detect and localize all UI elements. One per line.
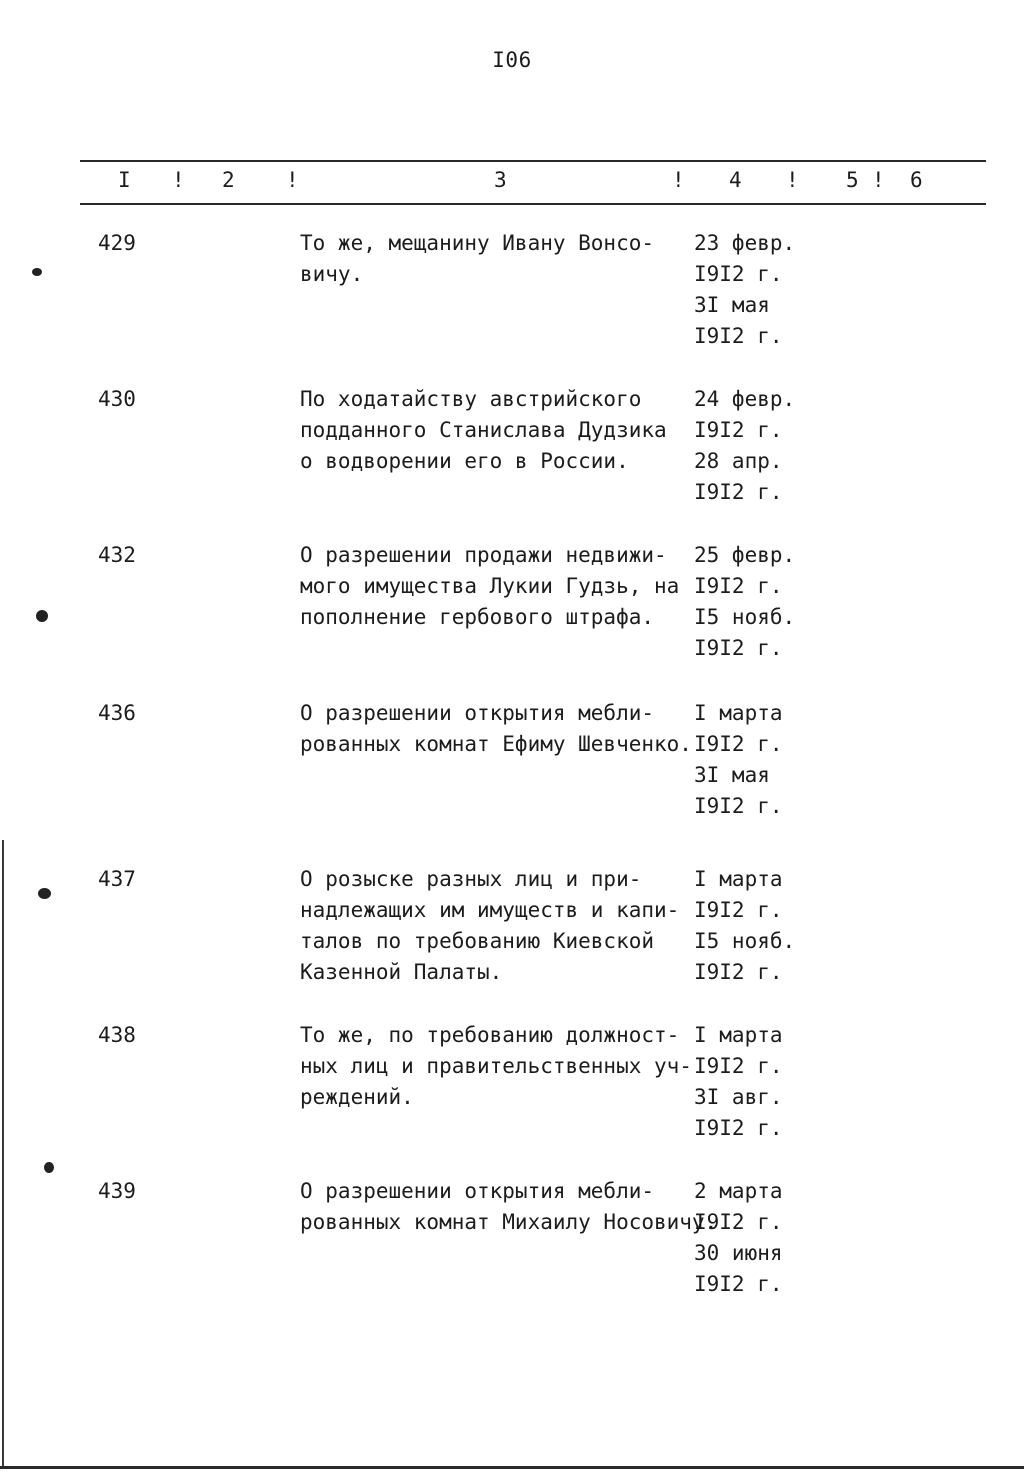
description-line: пополнение гербового штрафа. — [300, 605, 655, 629]
header-separator: ! — [786, 168, 799, 192]
record-description — [300, 384, 667, 477]
description-line: рованных комнат Михаилу Носовичу. — [300, 1210, 718, 1234]
header-separator: ! — [672, 168, 685, 192]
description-line: То же, мещанину Ивану Вонсо- — [300, 231, 655, 255]
description-line: рованных комнат Ефиму Шевченко. — [300, 732, 692, 756]
date-line: 23 февр. — [694, 231, 796, 255]
header-col-4: 4 — [729, 168, 742, 192]
date-line: I9I2 г. — [694, 960, 783, 984]
date-line: 3I мая — [694, 293, 770, 317]
hole-punch-mark — [32, 268, 42, 276]
date-line: I9I2 г. — [694, 1116, 783, 1140]
header-col-2: 2 — [222, 168, 235, 192]
header-col-5: 5 — [846, 168, 859, 192]
date-line: 28 апр. — [694, 449, 783, 473]
header-separator: ! — [286, 168, 299, 192]
date-line: I марта — [694, 867, 783, 891]
record-description — [300, 228, 654, 290]
date-line: I9I2 г. — [694, 794, 783, 818]
description-line: О разрешении продажи недвижи- — [300, 543, 667, 567]
date-line: I9I2 г. — [694, 1054, 783, 1078]
header-col-6: 6 — [910, 168, 923, 192]
table-top-rule — [80, 160, 986, 162]
date-line: 30 июня — [694, 1241, 783, 1265]
description-line: реждений. — [300, 1085, 414, 1109]
description-line: мого имущества Лукии Гудзь, на — [300, 574, 680, 598]
date-line: I9I2 г. — [694, 324, 783, 348]
date-line: 2 марта — [694, 1179, 783, 1203]
record-number: 438 — [98, 1023, 136, 1047]
description-line: О разрешении открытия мебли- — [300, 1179, 655, 1203]
date-line: 25 февр. — [694, 543, 796, 567]
date-line: I9I2 г. — [694, 732, 783, 756]
date-line: I9I2 г. — [694, 262, 783, 286]
record-number: 430 — [98, 387, 136, 411]
description-line: По ходатайству австрийского — [300, 387, 642, 411]
record-dates — [694, 384, 795, 508]
date-line: I9I2 г. — [694, 898, 783, 922]
description-line: вичу. — [300, 262, 364, 286]
record-dates — [694, 698, 783, 822]
record-number: 439 — [98, 1179, 136, 1203]
description-line: То же, по требованию должност- — [300, 1023, 680, 1047]
table-header — [0, 168, 1024, 196]
date-line: I5 нояб. — [694, 605, 796, 629]
date-line: I9I2 г. — [694, 574, 783, 598]
date-line: I9I2 г. — [694, 636, 783, 660]
description-line: подданного Станислава Дудзика — [300, 418, 667, 442]
date-line: I марта — [694, 701, 783, 725]
record-description — [300, 540, 679, 633]
record-description — [300, 864, 679, 988]
page-edge — [2, 840, 4, 1466]
record-dates — [694, 1176, 783, 1300]
hole-punch-mark — [38, 888, 51, 899]
record-number: 429 — [98, 231, 136, 255]
page-edge — [0, 1466, 1024, 1469]
header-col-3: 3 — [494, 168, 507, 192]
record-description — [300, 698, 692, 760]
record-dates — [694, 228, 795, 352]
date-line: I9I2 г. — [694, 1210, 783, 1234]
description-line: О разрешении открытия мебли- — [300, 701, 655, 725]
header-separator: ! — [172, 168, 185, 192]
hole-punch-mark — [36, 610, 48, 622]
description-line: талов по требованию Киевской — [300, 929, 655, 953]
date-line: 24 февр. — [694, 387, 796, 411]
description-line: Казенной Палаты. — [300, 960, 503, 984]
date-line: I9I2 г. — [694, 418, 783, 442]
page-number: I06 — [492, 48, 532, 72]
date-line: 3I мая — [694, 763, 770, 787]
date-line: I5 нояб. — [694, 929, 796, 953]
record-number: 436 — [98, 701, 136, 725]
hole-punch-mark — [44, 1162, 54, 1173]
record-dates — [694, 864, 795, 988]
description-line: надлежащих им имуществ и капи- — [300, 898, 680, 922]
record-number: 432 — [98, 543, 136, 567]
date-line: I9I2 г. — [694, 1272, 783, 1296]
record-description — [300, 1020, 692, 1113]
description-line: о водворении его в России. — [300, 449, 629, 473]
record-dates — [694, 540, 795, 664]
date-line: I марта — [694, 1023, 783, 1047]
date-line: I9I2 г. — [694, 480, 783, 504]
description-line: О розыске разных лиц и при- — [300, 867, 642, 891]
table-header-rule — [80, 203, 986, 205]
header-col-1: I — [118, 168, 131, 192]
description-line: ных лиц и правительственных уч- — [300, 1054, 692, 1078]
record-number: 437 — [98, 867, 136, 891]
record-description — [300, 1176, 717, 1238]
date-line: 3I авг. — [694, 1085, 783, 1109]
record-dates — [694, 1020, 783, 1144]
header-separator: ! — [872, 168, 885, 192]
